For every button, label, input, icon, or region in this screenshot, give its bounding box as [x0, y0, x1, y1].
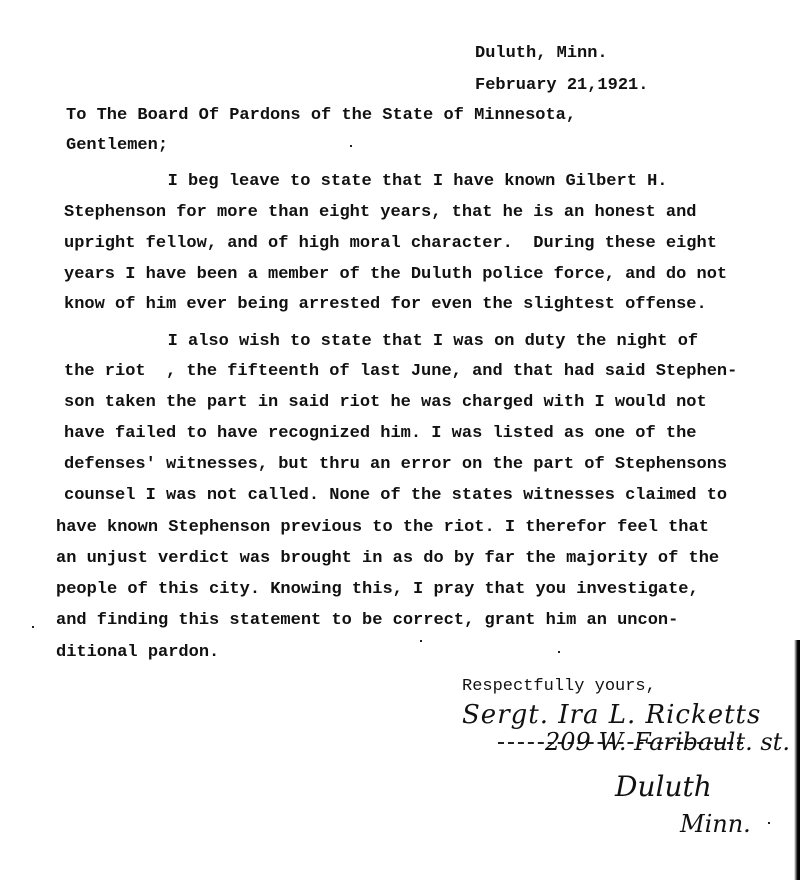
paragraph-line: have known Stephenson previous to the riot. I therefor feel that	[56, 518, 709, 537]
paragraph-line: upright fellow, and of high moral character. During these eight	[64, 234, 717, 253]
paragraph-line: the riot , the fifteenth of last June, and that had said Stephen-	[64, 362, 738, 381]
paragraph-line: people of this city. Knowing this, I pray that you investigate,	[56, 580, 699, 599]
paragraph-line: I beg leave to state that I have known Gilbert H.	[86, 172, 668, 191]
paragraph-line: son taken the part in said riot he was charged with I would not	[64, 393, 707, 412]
letter-salutation: Gentlemen;	[66, 136, 169, 155]
paragraph-line: have failed to have recognized him. I was listed as one of the	[64, 424, 697, 443]
letter-addressee: To The Board Of Pardons of the State of Minnesota,	[66, 106, 577, 125]
scan-speck	[350, 145, 352, 147]
paragraph-line: an unjust verdict was brought in as do by far the majority of the	[56, 549, 720, 568]
address-city: Duluth	[615, 770, 712, 803]
scan-speck	[768, 822, 770, 824]
paragraph-line: years I have been a member of the Duluth police force, and do not	[64, 265, 728, 284]
paragraph-line: I also wish to state that I was on duty the night of	[86, 332, 699, 351]
letter-closing: Respectfully yours,	[462, 677, 656, 696]
paragraph-line: and finding this statement to be correct, grant him an uncon-	[56, 611, 679, 630]
address-street: 209 W. Faribault. st.	[545, 728, 790, 756]
paragraph-line: ditional pardon.	[56, 643, 220, 662]
paragraph-line: know of him ever being arrested for even the slightest offense.	[64, 295, 707, 314]
paragraph-line: counsel I was not called. None of the states witnesses claimed to	[64, 486, 728, 505]
paragraph-line: defenses' witnesses, but thru an error on the part of Stephensons	[64, 455, 728, 474]
handwritten-signature: Sergt. Ira L. Ricketts	[462, 700, 762, 730]
scan-speck	[558, 651, 560, 653]
scan-edge-shadow	[794, 640, 800, 880]
paragraph-line: Stephenson for more than eight years, that he is an honest and	[64, 203, 697, 222]
scan-speck	[32, 626, 34, 628]
address-state: Minn.	[680, 810, 751, 838]
letter-place: Duluth, Minn.	[475, 44, 608, 63]
scan-speck	[420, 640, 422, 642]
letter-date: February 21,1921.	[475, 76, 649, 95]
